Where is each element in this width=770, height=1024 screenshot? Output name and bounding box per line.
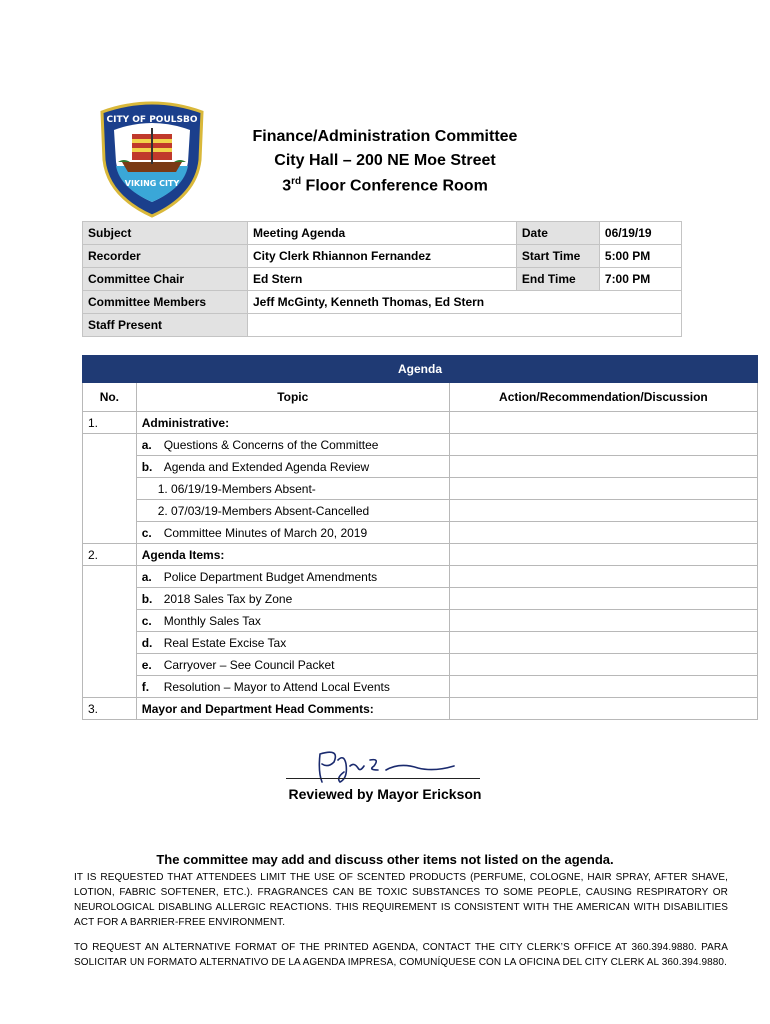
col-topic: Topic xyxy=(136,383,449,412)
table-row xyxy=(83,544,758,566)
members-label: Committee Members xyxy=(83,291,248,314)
agenda-table xyxy=(82,355,758,720)
recorder-value: City Clerk Rhiannon Fernandez xyxy=(248,245,517,268)
item-title: Administrative: xyxy=(136,412,449,434)
end-time-label: End Time xyxy=(516,268,599,291)
table-row xyxy=(83,698,758,720)
start-time-value: 5:00 PM xyxy=(599,245,681,268)
doc-title-committee: Finance/Administration Committee xyxy=(252,128,518,145)
signature-line xyxy=(286,778,480,779)
sub-item: f. Resolution – Mayor to Attend Local Events xyxy=(136,676,449,698)
table-row xyxy=(83,654,758,676)
table-row xyxy=(83,588,758,610)
sub-item: e. Carryover – See Council Packet xyxy=(136,654,449,676)
staff-value xyxy=(248,314,682,337)
table-row xyxy=(83,434,758,456)
sub-item: d. Real Estate Excise Tax xyxy=(136,632,449,654)
table-row xyxy=(83,456,758,478)
col-action: Action/Recommendation/Discussion xyxy=(449,383,757,412)
item-title: Agenda Items: xyxy=(136,544,449,566)
chair-label: Committee Chair xyxy=(83,268,248,291)
subject-value: Meeting Agenda xyxy=(248,222,517,245)
sub-sub-item: 2. 07/03/19-Members Absent-Cancelled xyxy=(136,500,449,522)
meeting-info-table xyxy=(82,221,682,337)
item-title: Mayor and Department Head Comments: xyxy=(136,698,449,720)
sub-item: b. Agenda and Extended Agenda Review xyxy=(136,456,449,478)
start-time-label: Start Time xyxy=(516,245,599,268)
chair-value: Ed Stern xyxy=(248,268,517,291)
item-number: 1. xyxy=(83,412,137,434)
staff-label: Staff Present xyxy=(83,314,248,337)
sub-item: a. Police Department Budget Amendments xyxy=(136,566,449,588)
subject-label: Subject xyxy=(83,222,248,245)
sub-item: c. Committee Minutes of March 20, 2019 xyxy=(136,522,449,544)
item-number: 3. xyxy=(83,698,137,720)
table-row xyxy=(83,412,758,434)
members-value: Jeff McGinty, Kenneth Thomas, Ed Stern xyxy=(248,291,682,314)
end-time-value: 7:00 PM xyxy=(599,268,681,291)
reviewed-by: Reviewed by Mayor Erickson xyxy=(288,786,482,802)
table-row xyxy=(83,610,758,632)
alt-format-notice: TO REQUEST AN ALTERNATIVE FORMAT OF THE PRINTED AGENDA, CONTACT THE CITY CLERK’S OFFICE AT 360.394.9880. PARA SOLICITAR UN FORMATO ALTERNATIVO DE LA AGENDA IMPRESA, COMUNÍQUESE CON LA OFICINA DEL CITY CLERK AL 360.394.9880. xyxy=(74,942,728,968)
table-row xyxy=(83,478,758,500)
date-label: Date xyxy=(516,222,599,245)
date-value: 06/19/19 xyxy=(599,222,681,245)
item-number: 2. xyxy=(83,544,137,566)
table-row xyxy=(83,500,758,522)
col-no: No. xyxy=(83,383,137,412)
doc-title-location: City Hall – 200 NE Moe Street xyxy=(274,152,496,169)
recorder-label: Recorder xyxy=(83,245,248,268)
sub-item: c. Monthly Sales Tax xyxy=(136,610,449,632)
sub-item: b. 2018 Sales Tax by Zone xyxy=(136,588,449,610)
agenda-heading: Agenda xyxy=(83,356,758,383)
agenda-notice: The committee may add and discuss other items not listed on the agenda. xyxy=(156,852,614,867)
table-row xyxy=(83,566,758,588)
table-row xyxy=(83,676,758,698)
mayor-signature xyxy=(300,744,460,786)
seal-top-text: CITY OF POULSBO xyxy=(106,115,198,125)
table-row xyxy=(83,522,758,544)
sub-item: a. Questions & Concerns of the Committee xyxy=(136,434,449,456)
fragrance-notice: IT IS REQUESTED THAT ATTENDEES LIMIT THE USE OF SCENTED PRODUCTS (PERFUME, COLOGNE, HAIR SPRAY, AFTER SHAVE, LOTION, FABRIC SOFTENER, ETC.). FRAGRANCES CAN BE TOXIC SUBSTANCES TO SOME PEOPLE, CAUSING RESPIRATORY OR NEUROLOGICAL DISABLING ALLERGIC REACTIONS. THIS REQUIREMENT IS CONSISTENT WITH THE AMERICAN WITH DISABILITIES ACT FOR A BARRIER-FREE ENVIRONMENT. xyxy=(74,872,728,928)
seal-bottom-text: VIKING CITY xyxy=(124,179,180,188)
table-row xyxy=(83,632,758,654)
doc-title-room: 3rd Floor Conference Room xyxy=(282,176,488,195)
sub-sub-item: 1. 06/19/19-Members Absent- xyxy=(136,478,449,500)
